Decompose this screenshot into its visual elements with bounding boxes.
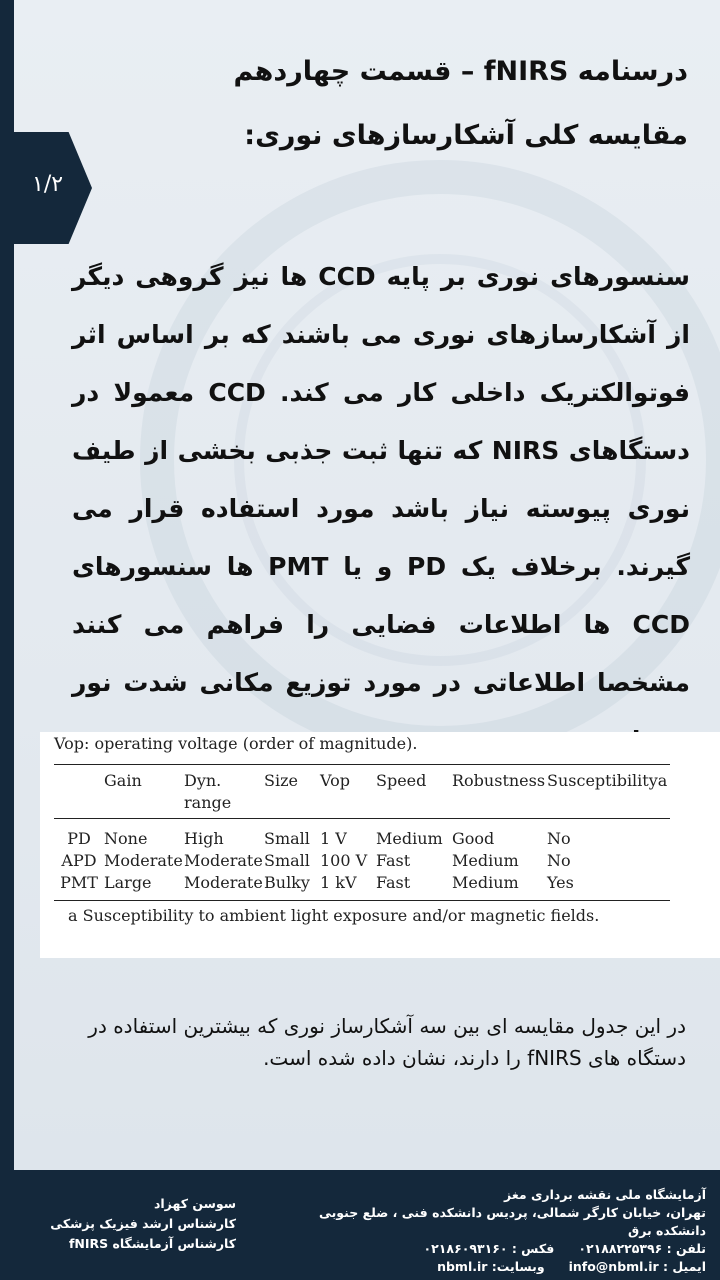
table-cell: No (547, 851, 571, 870)
table-caption: در این جدول مقایسه ای بین سه آشکارساز نوری که بیشترین استفاده در دستگاه های fNIRS را دارند، نشان داده شده است. (88, 1014, 686, 1070)
body-paragraph: سنسورهای نوری بر پایه CCD ها نیز گروهی دیگر از آشکارسازهای نوری می باشند که بر اساس اثر فوتوالکتریک داخلی کار می کند. CCD معمولا در دستگاهای NIRS که تنها ثبت جذبی بخشی از طیف نوری پیوسته نیاز باشد مورد استفاده قرار می گیرند. برخلاف یک PD و یا PMT ها سنسورهای CCD ها اطلاعات فضایی را فراهم می کنند مشخصا اطلاعاتی در مورد توزیع مکانی شدت نور (72, 262, 691, 697)
header-cell: Speed (376, 771, 427, 790)
lab-phone: تلفن : ۰۲۱۸۸۲۲۵۳۹۶ (578, 1241, 706, 1256)
table-cell: None (104, 829, 148, 848)
header-cell: Vop (320, 771, 350, 790)
table-cell: APD (61, 851, 97, 870)
author-role: کارشناس ارشد فیزیک پزشکی (50, 1216, 236, 1231)
table-cell: Moderate (184, 851, 263, 870)
page-subtitle: مقایسه کلی آشکارسازهای نوری: (244, 120, 688, 151)
table-cell: Medium (452, 851, 519, 870)
table-row (54, 872, 667, 894)
lab-contact-block (266, 1186, 706, 1276)
table-cell: Large (104, 873, 152, 892)
lab-fax: فکس : ۰۲۱۸۶۰۹۳۱۶۰ (423, 1241, 555, 1256)
table-row (54, 828, 667, 850)
page-number: ۱/۲ (32, 172, 64, 197)
table-rule-bottom (54, 900, 670, 901)
table-cell: High (184, 829, 224, 848)
table-cell: Yes (547, 873, 574, 892)
header-cell: Size (264, 771, 298, 790)
table-cell: Medium (376, 829, 443, 848)
table-cell: Bulky (264, 873, 310, 892)
table-cell: No (547, 829, 571, 848)
header-cell: Dyn. range (184, 771, 232, 812)
header-cell: Gain (104, 771, 142, 790)
table-cell: Small (264, 829, 310, 848)
header-cell: Robustness (452, 771, 546, 790)
lab-name: آزمایشگاه ملی نقشه برداری مغز (504, 1187, 706, 1202)
lab-email[interactable]: ایمیل : info@nbml.ir (568, 1259, 706, 1274)
page-title: درسنامه fNIRS – قسمت چهاردهم (233, 56, 688, 87)
author-name: سوسن کهزاد (153, 1196, 236, 1211)
table-cell: 1 kV (320, 873, 357, 892)
table-cell: 1 V (320, 829, 347, 848)
table-row (54, 850, 667, 872)
header-cell: Susceptibilitya (547, 771, 668, 790)
table-cell: 100 V (320, 851, 368, 870)
table-cell: Moderate (104, 851, 183, 870)
header-cell (54, 770, 104, 818)
table-rule-top (54, 764, 670, 765)
table-cell: Moderate (184, 873, 263, 892)
table-header-row (54, 770, 667, 818)
table-cell: Medium (452, 873, 519, 892)
footer (0, 1170, 720, 1280)
table-cell: Good (452, 829, 495, 848)
lab-address: تهران، خیابان کارگر شمالی، پردیس دانشکده فنی ، ضلع جنوبی دانشکده برق (318, 1205, 706, 1238)
table-cell: Fast (376, 851, 411, 870)
author-block (16, 1194, 236, 1254)
lab-website[interactable]: وبسایت: nbml.ir (437, 1259, 545, 1274)
left-side-bar (0, 0, 14, 1170)
table-footnote: a Susceptibility to ambient light exposure and/or magnetic fields. (68, 906, 600, 925)
vop-note: Vop: operating voltage (order of magnitude). (54, 734, 418, 753)
table-cell: Fast (376, 873, 411, 892)
table-cell: Small (264, 851, 310, 870)
table-cell: PD (67, 829, 91, 848)
author-lab: کارشناس آزمایشگاه fNIRS (68, 1236, 236, 1251)
comparison-table (54, 770, 667, 894)
table-cell: PMT (60, 873, 98, 892)
comparison-table-figure (40, 732, 720, 958)
